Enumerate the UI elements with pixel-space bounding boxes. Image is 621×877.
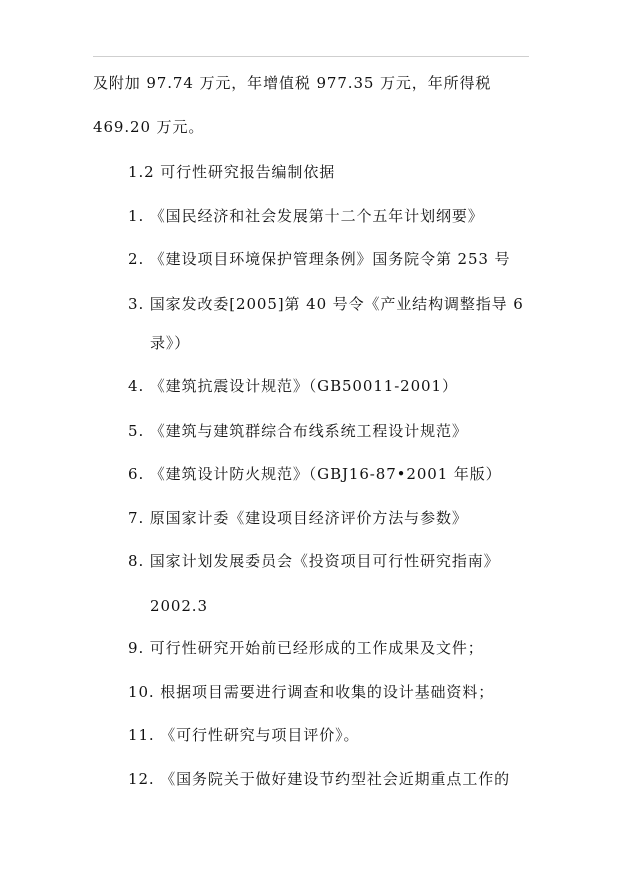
- list-item-3: 3. 国家发改委[2005]第 40 号令《产业结构调整指导 6: [128, 295, 524, 313]
- header-rule: [93, 56, 529, 57]
- list-item-6: 6. 《建筑设计防火规范》（GBJ16-87•2001 年版）: [128, 465, 502, 483]
- list-item-10: 10. 根据项目需要进行调查和收集的设计基础资料；: [128, 683, 495, 701]
- paragraph-line-1: 及附加 97.74 万元，年增值税 977.35 万元，年所得税: [93, 74, 492, 92]
- list-item-8-continuation: 2002.3: [150, 597, 208, 615]
- section-heading: 1.2 可行性研究报告编制依据: [128, 163, 336, 181]
- list-item-7: 7. 原国家计委《建设项目经济评价方法与参数》: [128, 509, 468, 527]
- list-item-1: 1. 《国民经济和社会发展第十二个五年计划纲要》: [128, 207, 484, 225]
- list-item-5: 5. 《建筑与建筑群综合布线系统工程设计规范》: [128, 422, 468, 440]
- list-item-12: 12. 《国务院关于做好建设节约型社会近期重点工作的: [128, 770, 511, 788]
- list-item-2: 2. 《建设项目环境保护管理条例》国务院令第 253 号: [128, 250, 511, 268]
- list-item-4: 4. 《建筑抗震设计规范》（GB50011-2001）: [128, 377, 458, 395]
- list-item-9: 9. 可行性研究开始前已经形成的工作成果及文件；: [128, 639, 484, 657]
- list-item-3-continuation: 录》）: [150, 334, 191, 352]
- paragraph-line-2: 469.20 万元。: [93, 118, 205, 136]
- list-item-11: 11. 《可行性研究与项目评价》。: [128, 726, 360, 744]
- list-item-8: 8. 国家计划发展委员会《投资项目可行性研究指南》: [128, 552, 500, 570]
